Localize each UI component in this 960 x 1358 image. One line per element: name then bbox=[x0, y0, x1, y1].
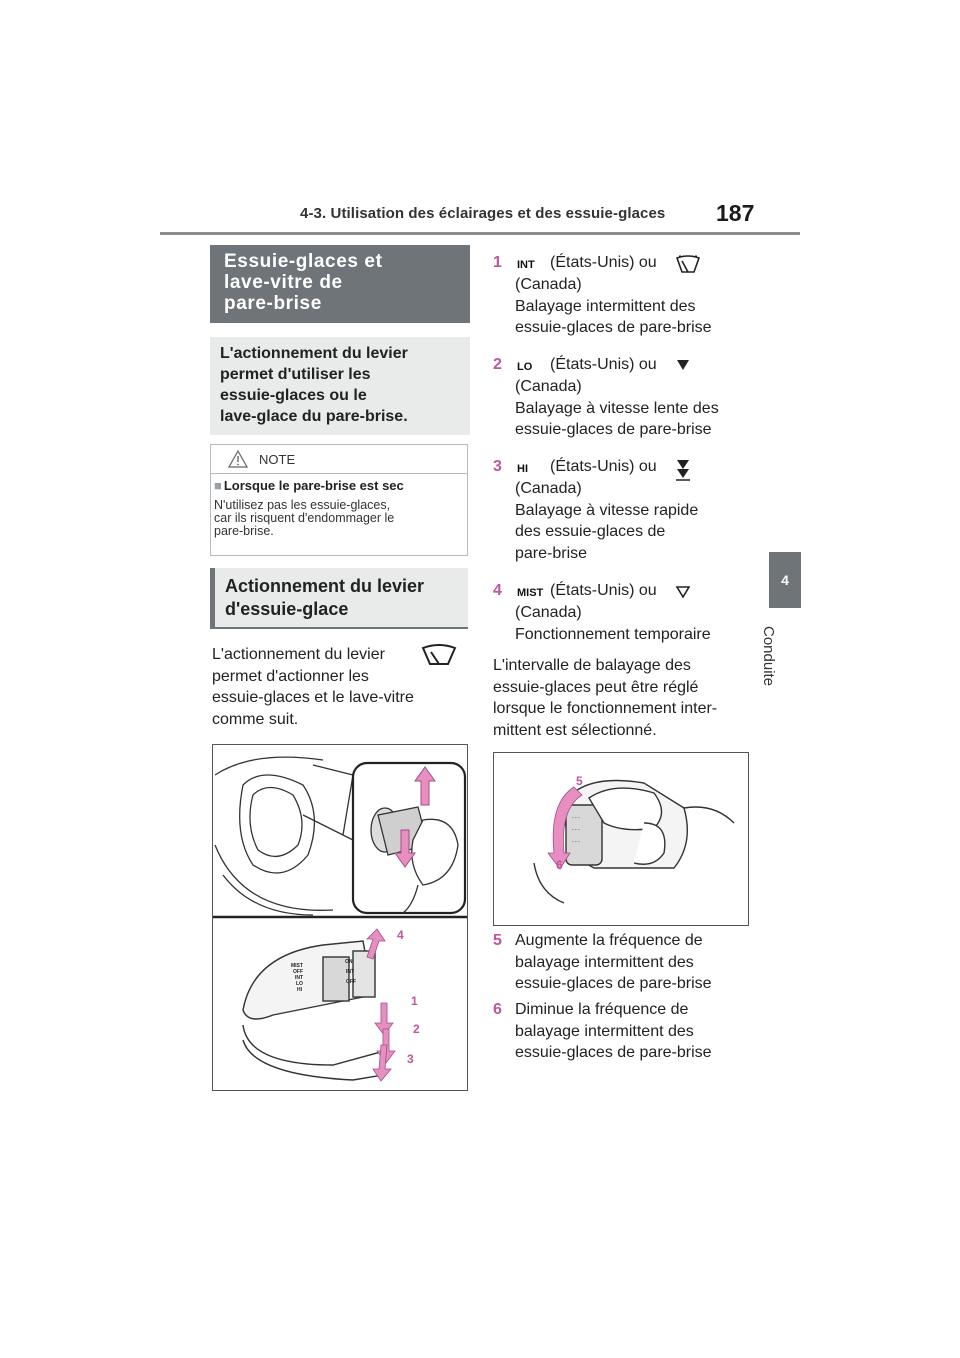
note-header bbox=[211, 445, 467, 474]
single-arrow-down-icon bbox=[675, 357, 691, 373]
item-line: (Canada) bbox=[515, 604, 582, 621]
intro-line: permet d'utiliser les bbox=[220, 366, 371, 383]
interval-paragraph bbox=[493, 655, 753, 741]
lever-label: INT bbox=[295, 975, 304, 981]
item-usa-text: (États-Unis) ou bbox=[550, 582, 657, 599]
warning-triangle-icon bbox=[228, 450, 248, 468]
section-title-line: lave-vitre de bbox=[224, 272, 343, 293]
ring-label: ON bbox=[345, 959, 353, 965]
switch-tag: INT bbox=[517, 259, 535, 271]
page-number: 187 bbox=[716, 200, 755, 226]
item-number: 1 bbox=[493, 254, 502, 271]
switch-tag: HI bbox=[517, 463, 528, 475]
list-item bbox=[493, 930, 753, 996]
list-item bbox=[493, 456, 753, 566]
ring-label: INT bbox=[346, 969, 355, 975]
bullet-square-icon: ■ bbox=[214, 478, 222, 493]
intro-line: lave-glace du pare-brise. bbox=[220, 408, 408, 425]
item-line: des essuie-glaces de bbox=[515, 523, 666, 540]
item-line: essuie-glaces de pare-brise bbox=[515, 319, 712, 336]
paragraph-line: L'actionnement du levier bbox=[212, 646, 385, 663]
item-usa-text: (États-Unis) ou bbox=[550, 458, 657, 475]
section-title-line: Actionnement du levier bbox=[225, 576, 425, 596]
header-rule bbox=[160, 232, 800, 235]
item-line: Augmente la fréquence de bbox=[515, 932, 703, 949]
figure-interval-adjust bbox=[493, 752, 749, 926]
item-usa-text: (États-Unis) ou bbox=[550, 356, 657, 373]
list-item bbox=[493, 999, 753, 1065]
item-lines bbox=[515, 376, 747, 441]
intro-line: L'actionnement du levier bbox=[220, 345, 408, 362]
item-line: Fonctionnement temporaire bbox=[515, 625, 711, 643]
callout-label: 4 bbox=[397, 928, 404, 942]
item-number: 6 bbox=[493, 1001, 502, 1018]
note-box bbox=[210, 444, 468, 556]
item-line: balayage intermittent des bbox=[515, 1022, 694, 1040]
item-usa-text: (États-Unis) ou bbox=[550, 254, 657, 271]
intro-line: essuie-glaces ou le bbox=[220, 387, 367, 404]
wiper-intermittent-icon bbox=[675, 255, 701, 275]
section-title-lever bbox=[210, 568, 468, 628]
item-number: 4 bbox=[493, 582, 502, 599]
running-header: 4-3. Utilisation des éclairages et des essuie-glaces bbox=[300, 205, 666, 222]
list-item bbox=[493, 354, 753, 444]
paragraph-line: L'intervalle de balayage des bbox=[493, 657, 691, 674]
svg-text:- - -: - - - bbox=[572, 839, 580, 845]
paragraph-line: essuie-glaces et le lave-vitre bbox=[212, 689, 414, 706]
item-line: essuie-glaces de pare-brise bbox=[515, 1044, 712, 1061]
lever-paragraph bbox=[212, 644, 422, 730]
callout-label: 2 bbox=[413, 1022, 420, 1036]
list-item bbox=[493, 252, 753, 342]
callout-label: 3 bbox=[407, 1052, 414, 1066]
item-line: Balayage intermittent des bbox=[515, 297, 696, 315]
lever-illustration bbox=[213, 745, 467, 1090]
section-title-wipers bbox=[210, 245, 470, 323]
note-body bbox=[214, 499, 466, 538]
callout-label: 6 bbox=[556, 858, 563, 872]
chapter-label-text: Conduite bbox=[760, 626, 777, 687]
ring-label: OFF bbox=[346, 979, 356, 985]
item-line: essuie-glaces de pare-brise bbox=[515, 421, 712, 438]
interval-illustration bbox=[494, 753, 748, 925]
note-line: pare-brise. bbox=[214, 524, 274, 538]
list-item bbox=[493, 580, 753, 650]
section-title-line: pare-brise bbox=[224, 293, 322, 314]
item-lines bbox=[515, 999, 751, 1064]
item-number: 2 bbox=[493, 356, 502, 373]
item-lines bbox=[515, 602, 747, 645]
switch-tag: LO bbox=[517, 361, 533, 373]
item-lines bbox=[515, 930, 751, 995]
note-line: N'utilisez pas les essuie-glaces, bbox=[214, 498, 391, 512]
svg-text:- - -: - - - bbox=[572, 815, 580, 821]
section-intro-text bbox=[220, 343, 408, 427]
paragraph-line: comme suit. bbox=[212, 710, 299, 728]
item-line: balayage intermittent des bbox=[515, 953, 694, 971]
item-line: (Canada) bbox=[515, 378, 582, 395]
mist-triangle-icon bbox=[675, 583, 691, 599]
item-line: Diminue la fréquence de bbox=[515, 1001, 689, 1018]
lever-label: OFF bbox=[293, 969, 303, 975]
item-lines bbox=[515, 274, 747, 339]
item-line: (Canada) bbox=[515, 480, 582, 497]
item-line: (Canada) bbox=[515, 276, 582, 293]
lever-label: MIST bbox=[291, 963, 303, 969]
callout-label: 1 bbox=[411, 994, 418, 1008]
item-number: 3 bbox=[493, 458, 502, 475]
item-lines bbox=[515, 478, 747, 564]
section-title-text bbox=[225, 575, 424, 621]
switch-tag: MIST bbox=[517, 587, 544, 599]
note-subtitle-text: Lorsque le pare-brise est sec bbox=[223, 478, 404, 493]
section-title-text bbox=[224, 251, 383, 314]
paragraph-line: lorsque le fonctionnement inter- bbox=[493, 700, 718, 717]
note-line: car ils risquent d'endommager le bbox=[214, 511, 395, 525]
lever-label: HI bbox=[297, 987, 302, 993]
lever-label: LO bbox=[296, 981, 303, 987]
item-line: Balayage à vitesse lente des bbox=[515, 399, 719, 417]
item-line: pare-brise bbox=[515, 544, 588, 562]
note-label: NOTE bbox=[259, 452, 296, 467]
item-number: 5 bbox=[493, 932, 502, 949]
section-title-line: Essuie-glaces et bbox=[224, 251, 383, 272]
paragraph-line: mittent est sélectionné. bbox=[493, 721, 657, 739]
windshield-wiper-icon bbox=[420, 644, 458, 666]
callout-label: 5 bbox=[576, 774, 583, 788]
paragraph-line: essuie-glaces peut être réglé bbox=[493, 678, 699, 696]
item-line: essuie-glaces de pare-brise bbox=[515, 975, 712, 992]
svg-text:- - -: - - - bbox=[572, 827, 580, 833]
note-subtitle bbox=[214, 478, 404, 493]
chapter-tab: 4 bbox=[769, 552, 801, 608]
paragraph-line: permet d'actionner les bbox=[212, 667, 369, 685]
item-line: Balayage à vitesse rapide bbox=[515, 501, 699, 519]
figure-lever-operation bbox=[212, 744, 468, 1091]
section-rule bbox=[210, 627, 468, 629]
section-intro-box bbox=[210, 337, 470, 435]
section-title-line: d'essuie-glace bbox=[225, 599, 349, 619]
chapter-label bbox=[760, 626, 810, 706]
